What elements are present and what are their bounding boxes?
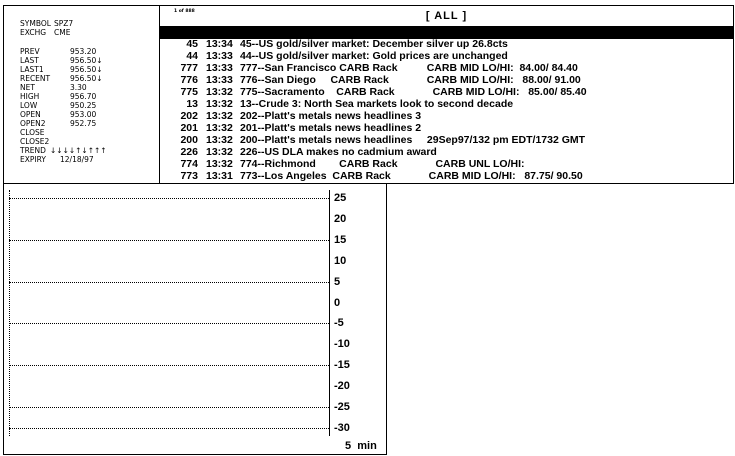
news-headline: 45--US gold/silver market: December silver up 26.8cts <box>240 38 508 50</box>
news-id: 201 <box>180 122 198 134</box>
news-filter-label[interactable]: [ ALL ] <box>425 10 468 22</box>
quote-value: 950.25 <box>70 101 97 110</box>
y-tick-label: -10 <box>334 338 350 351</box>
y-tick-label: 5 <box>334 275 341 288</box>
quote-row-open <box>20 110 97 119</box>
news-headline: 774--Richmond CARB Rack CARB UNL LO/HI: <box>240 158 525 170</box>
chart-panel <box>3 183 387 455</box>
news-time: 13:32 <box>206 110 233 122</box>
news-row[interactable] <box>160 50 733 62</box>
quote-value: 953.20 <box>70 47 97 56</box>
quote-panel <box>3 5 160 184</box>
plot-area[interactable] <box>9 190 330 436</box>
quote-value: ↓↓↓↓↑↓↑↑↑ <box>50 146 107 155</box>
gridline <box>9 282 329 283</box>
quote-label: OPEN2 <box>20 119 46 128</box>
news-time: 13:32 <box>206 86 233 98</box>
news-time: 13:33 <box>206 74 233 86</box>
news-row[interactable] <box>160 158 733 170</box>
news-row[interactable] <box>160 98 733 110</box>
quote-label: CLOSE <box>20 128 45 137</box>
quote-value: 12/18/97 <box>60 155 94 164</box>
news-headline: 201--Platt's metals news headlines 2 <box>240 122 422 134</box>
y-tick-label: -30 <box>334 421 350 434</box>
quote-value: 956.50↓ <box>70 65 103 74</box>
quote-value: 956.50↓ <box>70 56 103 65</box>
quote-value: 956.50↓ <box>70 74 103 83</box>
news-panel <box>159 5 734 184</box>
gridline-bottom <box>9 428 329 429</box>
news-id: 774 <box>180 158 198 170</box>
quote-value: 953.00 <box>70 110 97 119</box>
news-id: 200 <box>180 134 198 146</box>
quote-row-high <box>20 92 97 101</box>
news-id: 776 <box>180 74 198 86</box>
news-time: 13:31 <box>206 170 233 182</box>
y-tick-label: 15 <box>334 234 347 247</box>
y-tick-label: 0 <box>334 296 341 309</box>
quote-row-trend <box>20 146 107 155</box>
news-id: 773 <box>180 170 198 182</box>
news-time: 13:33 <box>206 62 233 74</box>
y-tick-label: 20 <box>334 213 347 226</box>
gridline <box>9 198 329 199</box>
quote-label: SYMBOL <box>20 19 51 28</box>
news-headline: 13--Crude 3: North Sea markets look to second decade <box>240 98 514 110</box>
y-tick-label: -25 <box>334 400 350 413</box>
quote-row-prev <box>20 47 97 56</box>
news-list <box>160 38 733 182</box>
news-time: 13:32 <box>206 134 233 146</box>
y-tick-label: -5 <box>334 317 344 330</box>
quote-row-last <box>20 56 103 65</box>
news-headline: 773--Los Angeles CARB Rack CARB MID LO/HI: 87.75/ 90.50 <box>240 170 583 182</box>
quote-row-open2 <box>20 119 97 128</box>
quote-label: PREV <box>20 47 40 56</box>
quote-value: 956.70 <box>70 92 97 101</box>
quote-label: HIGH <box>20 92 40 101</box>
news-row[interactable] <box>160 122 733 134</box>
quote-label: EXCHG <box>20 28 47 37</box>
news-row[interactable] <box>160 38 733 50</box>
gridline <box>9 240 329 241</box>
quote-row-exchg <box>20 28 71 37</box>
news-id: 45 <box>186 38 198 50</box>
quote-label: LOW <box>20 101 38 110</box>
y-tick-label: 10 <box>334 254 347 267</box>
quote-row-symbol <box>20 19 74 28</box>
plot-left-edge <box>9 190 10 436</box>
news-time: 13:32 <box>206 146 233 158</box>
news-row[interactable] <box>160 134 733 146</box>
news-time: 13:32 <box>206 122 233 134</box>
y-tick-label: -15 <box>334 359 350 372</box>
y-tick-label: -20 <box>334 379 350 392</box>
news-id: 226 <box>180 146 198 158</box>
news-headline: 200--Platt's metals news headlines 29Sep97/132 pm EDT/1732 GMT <box>240 134 586 146</box>
quote-row-net <box>20 83 87 92</box>
news-time: 13:33 <box>206 50 233 62</box>
quote-label: TREND <box>20 146 46 155</box>
quote-value: 3.30 <box>70 83 87 92</box>
news-id: 44 <box>186 50 198 62</box>
y-tick-label: 25 <box>334 192 347 205</box>
news-time: 13:32 <box>206 158 233 170</box>
news-id: 775 <box>180 86 198 98</box>
quote-label: LAST1 <box>20 65 44 74</box>
news-row[interactable] <box>160 170 733 182</box>
quote-value: CME <box>54 28 71 37</box>
x-axis-interval-label: 5 min <box>345 440 377 452</box>
news-time: 13:32 <box>206 98 233 110</box>
quote-row-recent <box>20 74 103 83</box>
quote-label: EXPIRY <box>20 155 46 164</box>
news-headline: 202--Platt's metals news headlines 3 <box>240 110 422 122</box>
gridline <box>9 407 329 408</box>
news-headline: 777--San Francisco CARB Rack CARB MID LO/HI: 84.00/ 84.40 <box>240 62 578 74</box>
quote-label: LAST <box>20 56 39 65</box>
news-row[interactable] <box>160 86 733 98</box>
news-headline: 44--US gold/silver market: Gold prices are unchanged <box>240 50 508 62</box>
news-page-indicator: 1 of 888 <box>174 9 195 14</box>
quote-row-last1 <box>20 65 103 74</box>
news-row[interactable] <box>160 146 733 158</box>
gridline <box>9 323 329 324</box>
quote-row-low <box>20 101 97 110</box>
quote-row-close <box>20 128 45 137</box>
quote-row-expiry <box>20 155 94 164</box>
gridline <box>9 365 329 366</box>
news-time: 13:34 <box>206 38 233 50</box>
news-id: 13 <box>186 98 198 110</box>
quote-label: NET <box>20 83 35 92</box>
news-row[interactable] <box>160 62 733 74</box>
news-row[interactable] <box>160 110 733 122</box>
quote-value: SPZ7 <box>54 19 74 28</box>
news-headline: 226--US DLA makes no cadmium award <box>240 146 437 158</box>
news-id: 202 <box>180 110 198 122</box>
quote-value: 952.75 <box>70 119 97 128</box>
quote-label: OPEN <box>20 110 41 119</box>
quote-label: CLOSE2 <box>20 137 50 146</box>
news-headline: 775--Sacramento CARB Rack CARB MID LO/HI: 85.00/ 85.40 <box>240 86 587 98</box>
news-headline: 776--San Diego CARB Rack CARB MID LO/HI: 88.00/ 91.00 <box>240 74 581 86</box>
news-row[interactable] <box>160 74 733 86</box>
news-id: 777 <box>180 62 198 74</box>
quote-label: RECENT <box>20 74 51 83</box>
quote-row-close2 <box>20 137 49 146</box>
